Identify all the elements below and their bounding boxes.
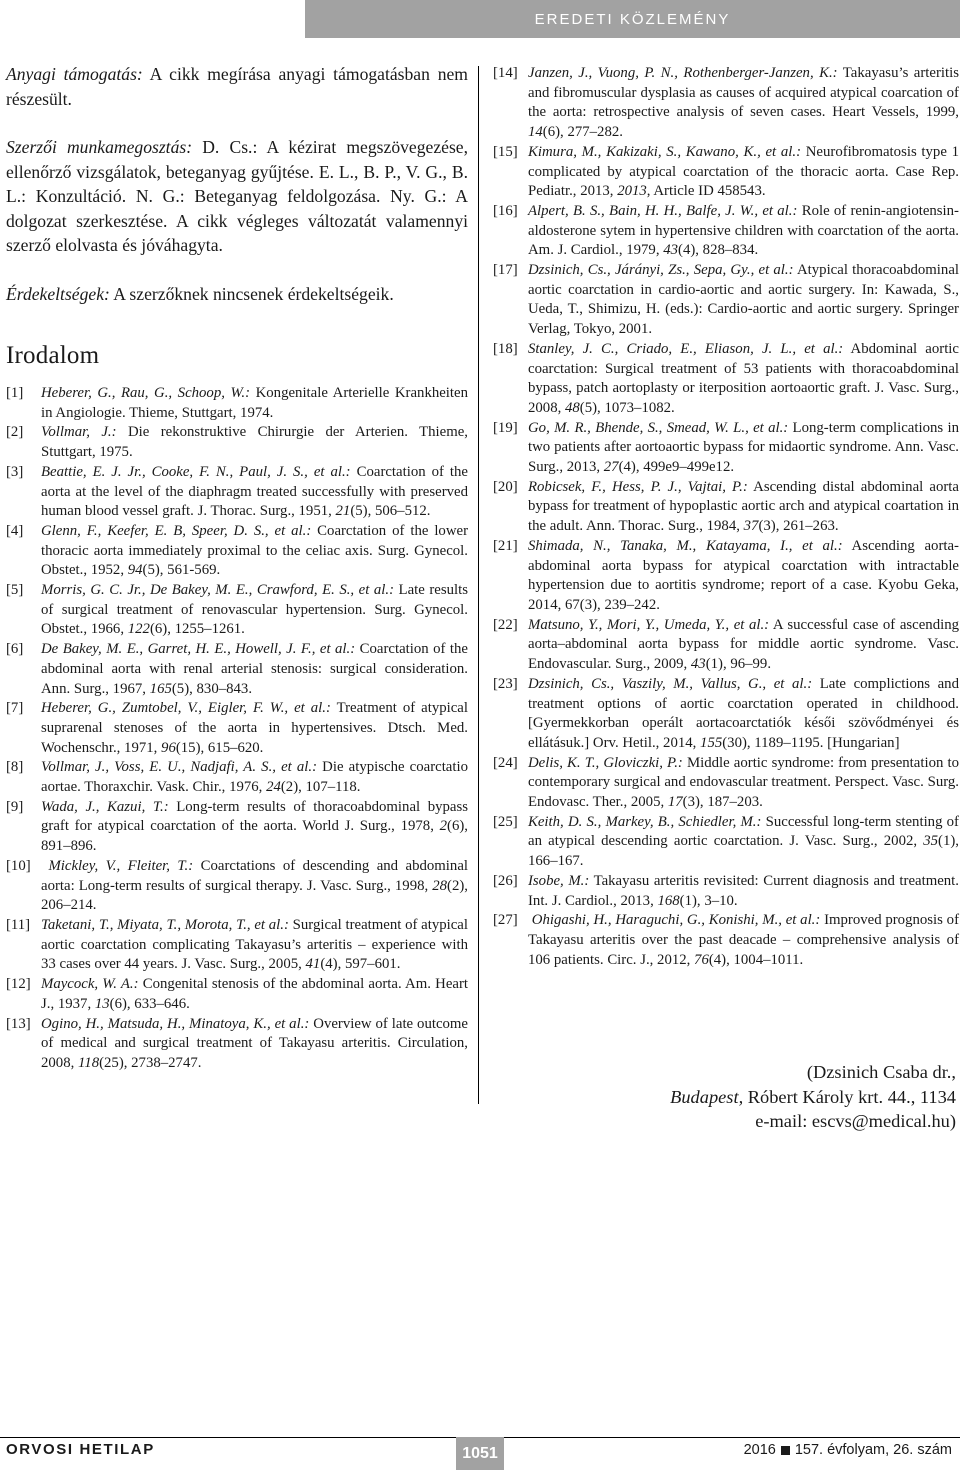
reference-authors: Alpert, B. S., Bain, H. H., Balfe, J. W., et al.: bbox=[528, 202, 798, 219]
reference-pages: (6), 891–896. bbox=[41, 818, 468, 855]
reference-authors: Heberer, G., Zumtobel, V., Eigler, F. W., et al.: bbox=[41, 700, 331, 717]
reference-volume: 155 bbox=[700, 734, 723, 751]
reference-pages: (5), 830–843. bbox=[171, 680, 253, 697]
reference-number: [8] bbox=[6, 759, 24, 776]
reference-item bbox=[6, 581, 468, 640]
reference-pages: (4), 597–601. bbox=[320, 956, 401, 973]
page-number: 1051 bbox=[456, 1437, 504, 1470]
reference-pages: (4), 1004–1011. bbox=[708, 951, 804, 968]
reference-authors: Matsuno, Y., Mori, Y., Umeda, Y., et al.: bbox=[528, 616, 770, 633]
reference-volume: 96 bbox=[161, 739, 176, 756]
reference-text: Ascending aorta-abdominal aorta bypass for atypical coarctation with intractable hypertension due to aortitis syndrome; report of a case. Kyobu Geka, 2014, 67(3), 239–242. bbox=[528, 537, 959, 613]
reference-item bbox=[493, 911, 959, 970]
reference-text: Improved prognosis of Takayasu arteritis over the past deacade – comprehensive analysis of 106 patients. Circ. J., 2012, bbox=[528, 912, 959, 968]
reference-volume: 21 bbox=[335, 503, 351, 520]
reference-item bbox=[493, 478, 959, 537]
reference-authors: Beattie, E. J. Jr., Cooke, F. N., Paul, J. S., et al.: bbox=[41, 463, 351, 480]
reference-item bbox=[6, 699, 468, 758]
reference-volume: 43 bbox=[690, 656, 706, 673]
reference-item bbox=[493, 616, 959, 675]
funding-text: A cikk megírása anyagi támogatásban nem részesült. bbox=[6, 64, 468, 109]
reference-authors: Dzsinich, Cs., Járányi, Zs., Sepa, Gy., et al.: bbox=[528, 262, 794, 279]
reference-item bbox=[493, 754, 959, 813]
footer-year: 2016 bbox=[743, 1442, 776, 1458]
reference-pages: (6), 277–282. bbox=[542, 124, 623, 141]
reference-volume: 122 bbox=[127, 621, 150, 638]
reference-text: Takayasu’s arteritis and fibromuscular dysplasia as causes of acquired atypical coarcation of the aorta: retrospective analysis of seven cases. Heart Vessels, 1999, bbox=[528, 65, 959, 121]
reference-number: [20] bbox=[493, 478, 518, 495]
funding-label: Anyagi támogatás: bbox=[6, 64, 143, 84]
reference-number: [22] bbox=[493, 616, 518, 633]
reference-authors: Go, M. R., Bhende, S., Smead, W. L., et al.: bbox=[528, 419, 789, 436]
reference-number: [23] bbox=[493, 675, 518, 692]
contribution-text: D. Cs.: A kézirat megszövegezése, ellenőrző vizsgálatok, beteganyag gyűjtése. E. L., B. P., V. G., B. L.: Konzultáció. N. G.: Beteganyag feldolgozása. Ny. G.: A dolgozat szerkesztése. A cikk végleges változatát valamennyi szerző elolvasta és jóváhagyta. bbox=[6, 137, 469, 255]
reference-number: [25] bbox=[493, 813, 518, 830]
reference-pages: (15), 615–620. bbox=[175, 739, 264, 756]
conflict-text: A szerzőknek nincsenek érdekeltségeik. bbox=[109, 283, 394, 304]
reference-pages: (2), 107–118. bbox=[280, 779, 361, 796]
left-column bbox=[6, 62, 468, 1074]
reference-item bbox=[6, 423, 468, 462]
reference-pages: (1), 96–99. bbox=[705, 656, 772, 673]
reference-number: [24] bbox=[493, 754, 518, 771]
reference-authors: Isobe, M.: bbox=[528, 872, 590, 889]
reference-authors: Shimada, N., Tanaka, M., Katayama, I., et al.: bbox=[528, 537, 843, 554]
reference-item bbox=[493, 202, 959, 261]
reference-volume: 118 bbox=[78, 1054, 100, 1071]
reference-pages: (3), 187–203. bbox=[682, 794, 763, 811]
reference-item bbox=[6, 463, 468, 522]
footer-journal-name: ORVOSI HETILAP bbox=[6, 1441, 155, 1458]
reference-number: [11] bbox=[6, 916, 31, 933]
reference-item bbox=[6, 798, 468, 857]
reference-authors: Maycock, W. A.: bbox=[41, 976, 139, 993]
reference-number: [16] bbox=[493, 202, 518, 219]
reference-item bbox=[493, 64, 959, 143]
references-heading: Irodalom bbox=[6, 342, 100, 369]
reference-text: Long-term complications in two patients after aortoaortic bypass for midaortic syndrome. Ann. Vasc. Surg., 2013, bbox=[528, 419, 959, 476]
column-divider bbox=[478, 66, 479, 1104]
conflict-label: Érdekeltségek: bbox=[6, 283, 110, 304]
reference-volume: 14 bbox=[528, 124, 543, 141]
reference-authors: Vollmar, J.: bbox=[41, 424, 117, 441]
reference-volume: 2013 bbox=[617, 183, 647, 200]
reference-item bbox=[6, 1015, 468, 1074]
section-banner bbox=[305, 0, 960, 38]
reference-number: [4] bbox=[6, 522, 24, 539]
contribution-label: Szerzői munkamegosztás: bbox=[6, 137, 193, 157]
reference-text: Congenital stenosis of the abdominal aorta. Am. Heart J., 1937, bbox=[41, 976, 468, 1012]
reference-authors: Robicsek, F., Hess, P. J., Vajtai, P.: bbox=[528, 478, 748, 495]
reference-item bbox=[6, 384, 468, 423]
reference-pages: (5), 506–512. bbox=[350, 503, 431, 520]
reference-text: Takayasu arteritis revisited: Current diagnosis and treatment. Int. J. Cardiol., 2013, bbox=[528, 872, 959, 909]
reference-item bbox=[493, 675, 959, 754]
reference-volume: 168 bbox=[657, 892, 680, 909]
reference-item bbox=[6, 758, 468, 797]
reference-text: Late results of surgical treatment of renovascular hypertension. Surg. Gynecol. Obstet., 1966, bbox=[41, 582, 468, 638]
reference-number: [15] bbox=[493, 143, 518, 160]
reference-item bbox=[493, 537, 959, 616]
reference-text: Kongenitale Arterielle Krankheiten in Angiologie. Thieme, Stuttgart, 1974. bbox=[41, 385, 468, 421]
reference-volume: 165 bbox=[149, 680, 172, 697]
reference-text: Die rekonstruktive Chirurgie der Arterien. Thieme, Stuttgart, 1975. bbox=[41, 424, 468, 461]
reference-pages: (1), 166–167. bbox=[528, 833, 959, 870]
reference-text: Coarctation of the aorta at the level of the diaphragm treated successfully with preserved human blood vessel graft. J. Thorac. Surg., 1951, bbox=[41, 463, 469, 520]
reference-authors: Heberer, G., Rau, G., Schoop, W.: bbox=[41, 385, 251, 401]
reference-authors: Keith, D. S., Markey, B., Schiedler, M.: bbox=[528, 813, 762, 830]
reference-authors: Morris, G. C. Jr., De Bakey, M. E., Crawford, E. S., et al.: bbox=[41, 582, 395, 599]
reference-pages: (5), 561-569. bbox=[142, 562, 221, 579]
reference-text: Overview of late outcome of medical and surgical treatment of Takayasu arteritis. Circulation, 2008, bbox=[41, 1015, 469, 1071]
reference-text: Successful long-term stenting of an atypical descending aortic coarctation. J. Vasc. Surg., 2002, bbox=[528, 813, 959, 850]
reference-number: [6] bbox=[6, 641, 24, 658]
reference-pages: (1), 3–10. bbox=[679, 892, 738, 909]
reference-number: [27] bbox=[493, 912, 518, 929]
reference-authors: Glenn, F., Keefer, E. B, Speer, D. S., et al.: bbox=[41, 522, 312, 539]
reference-number: [14] bbox=[493, 65, 518, 81]
reference-authors: Kimura, M., Kakizaki, S., Kawano, K., et al.: bbox=[528, 143, 802, 160]
reference-text: Late complictions and treatment options of aortic coarctation operated in childhood. [Gyermekkorban operált aortacoarctatiók késői szövődményei és ellátásuk.] Orv. Hetil., 2014, bbox=[528, 675, 959, 751]
reference-text: Coarctation of the lower thoracic aorta immediately proximal to the celiac axis. Surg. Gynecol. Obstet., 1952, bbox=[41, 522, 469, 579]
reference-number: [21] bbox=[493, 537, 518, 554]
reference-number: [2] bbox=[6, 424, 24, 441]
reference-item bbox=[6, 975, 468, 1014]
reference-number: [17] bbox=[493, 262, 518, 279]
reference-text: Ascending distal abdominal aorta bypass for treatment of hypoplastic aortic arch and atypical coartation in the adult. Ann. Thorac. Surg., 1984, bbox=[528, 478, 959, 535]
reference-authors: Dzsinich, Cs., Vaszily, M., Vallus, G., et al.: bbox=[528, 675, 813, 692]
reference-number: [7] bbox=[6, 700, 24, 717]
reference-authors: Ogino, H., Matsuda, H., Minatoya, K., et al.: bbox=[41, 1015, 310, 1032]
reference-list-right bbox=[493, 64, 959, 970]
reference-text: A successful case of ascending aorta–abdominal aorta bypass for middle aortic syndrome. Vasc. Endovascular. Surg., 2009, bbox=[528, 616, 959, 673]
reference-pages: (4), 828–834. bbox=[678, 242, 759, 259]
reference-item bbox=[493, 419, 959, 478]
reference-volume: 35 bbox=[923, 833, 939, 850]
reference-pages: (25), 2738–2747. bbox=[99, 1054, 202, 1071]
reference-pages: , Article ID 458543. bbox=[646, 183, 766, 200]
reference-text: Abdominal aortic coarctation: Surgical treatment of 53 patients with thoracoabdominal bypass, patch aortoplasty or iterposition aortoaortic graft. J. Vasc. Surg., 2008, bbox=[528, 340, 959, 416]
reference-pages: (3), 261–263. bbox=[758, 518, 839, 535]
reference-number: [19] bbox=[493, 419, 518, 436]
reference-item bbox=[493, 340, 959, 419]
reference-volume: 27 bbox=[603, 459, 619, 476]
reference-number: [12] bbox=[6, 976, 31, 993]
reference-volume: 17 bbox=[667, 794, 683, 811]
address-street-line bbox=[670, 1085, 956, 1110]
reference-volume: 24 bbox=[266, 779, 281, 796]
reference-item bbox=[493, 143, 959, 202]
reference-text: Die atypische coarctatio aortae. Thoraxchir. Vask. Chir., 1976, bbox=[41, 759, 468, 796]
footer-issue bbox=[744, 1442, 952, 1458]
reference-item bbox=[493, 813, 959, 872]
right-column bbox=[493, 64, 959, 970]
reference-number: [13] bbox=[6, 1015, 31, 1032]
reference-authors: Delis, K. T., Gloviczki, P.: bbox=[528, 754, 683, 771]
square-bullet-icon bbox=[781, 1446, 790, 1455]
reference-item bbox=[493, 261, 959, 340]
reference-pages: (30), 1189–1195. [Hungarian] bbox=[722, 734, 900, 751]
reference-number: [18] bbox=[493, 340, 518, 357]
funding-statement bbox=[6, 62, 468, 111]
address-city: Budapest, bbox=[670, 1086, 744, 1107]
reference-authors: Stanley, J. C., Criado, E., Eliason, J. L., et al.: bbox=[528, 340, 844, 357]
reference-pages: (5), 1073–1082. bbox=[579, 399, 675, 416]
reference-text: Coarctation of the abdominal aorta with renal arterial stenosis: surgical consideration. Ann. Surg., 1967, bbox=[41, 641, 469, 697]
reference-authors: Taketani, T., Miyata, T., Morota, T., et al.: bbox=[41, 916, 289, 933]
reference-text: Atypical thoracoabdominal aortic coarctation in cardio-aortic and aortic surgery. In: Kawada, S., Ueda, T., Shimizu, H. (eds.): Cardio-aortic and aortic surgery. Springer Verlag, Tokyo, 2001. bbox=[528, 262, 959, 338]
reference-pages: (2), 206–214. bbox=[41, 877, 468, 914]
reference-authors: Mickley, V., Fleiter, T.: bbox=[41, 857, 194, 874]
reference-authors: De Bakey, M. E., Garret, H. E., Howell, J. F., et al.: bbox=[41, 641, 356, 658]
reference-authors: Wada, J., Kazui, T.: bbox=[41, 798, 169, 815]
reference-item bbox=[6, 640, 468, 699]
reference-text: Coarctations of descending and abdominal aorta: Long-term results of surgical therapy. J. Vasc. Surg., 1998, bbox=[41, 857, 468, 894]
reference-authors: Janzen, J., Vuong, P. N., Rothenberger-Janzen, K.: bbox=[528, 65, 838, 81]
conflict-statement bbox=[6, 282, 468, 307]
reference-volume: 76 bbox=[694, 951, 709, 968]
correspondence-address bbox=[670, 1060, 956, 1134]
reference-number: [10] bbox=[6, 857, 31, 874]
reference-authors: Vollmar, J., Voss, E. U., Nadjafi, A. S., et al.: bbox=[41, 759, 318, 776]
contribution-statement bbox=[6, 135, 468, 258]
reference-number: [26] bbox=[493, 872, 518, 889]
reference-text: Middle aortic syndrome: from presentation to contemporary surgical and endovascular treatment. Perspect. Vasc. Surg. Endovasc. Ther., 2005, bbox=[528, 754, 959, 811]
reference-volume: 43 bbox=[663, 242, 679, 259]
reference-volume: 37 bbox=[743, 518, 759, 535]
reference-item bbox=[6, 916, 468, 975]
reference-volume: 94 bbox=[127, 562, 143, 579]
address-street: Róbert Károly krt. 44., 1134 bbox=[743, 1086, 956, 1107]
reference-item bbox=[6, 522, 468, 581]
reference-volume: 41 bbox=[305, 956, 321, 973]
reference-volume: 28 bbox=[432, 877, 448, 894]
reference-number: [3] bbox=[6, 463, 24, 480]
reference-pages: (6), 633–646. bbox=[109, 995, 190, 1012]
reference-number: [5] bbox=[6, 582, 24, 599]
reference-text: Neurofibromatosis type 1 complicated by atypical coarctation of the thoracic aorta. Case Rep. Pediatr., 2013, bbox=[528, 143, 959, 200]
reference-pages: (4), 499e9–499e12. bbox=[618, 459, 735, 476]
reference-list-left bbox=[6, 384, 468, 1074]
reference-number: [9] bbox=[6, 798, 24, 815]
address-name: (Dzsinich Csaba dr., bbox=[806, 1062, 956, 1082]
footer-volume-issue: 157. évfolyam, 26. szám bbox=[794, 1442, 952, 1458]
reference-number: [1] bbox=[6, 385, 24, 401]
reference-text: Role of renin-angiotensin-aldosterone sytem in hypertensive children with coarctation of the aorta. Am. J. Cardiol., 1979, bbox=[528, 202, 959, 259]
section-title: EREDETI KÖZLEMÉNY bbox=[534, 10, 731, 28]
reference-volume: 13 bbox=[94, 995, 110, 1012]
reference-volume: 2 bbox=[439, 818, 448, 835]
reference-text: Treatment of atypical suprarenal stenoses of the aorta in hypertensives. Dtsch. Med. Wochenschr., 1971, bbox=[41, 700, 468, 756]
address-email: e-mail: escvs@medical.hu) bbox=[755, 1111, 956, 1131]
reference-text: Surgical treatment of atypical aortic coarctation complicating Takayasu’s arteritis – experience with 33 cases over 44 years. J. Vasc. Surg., 2005, bbox=[41, 916, 468, 973]
reference-item bbox=[6, 857, 468, 916]
reference-volume: 48 bbox=[565, 399, 580, 416]
reference-text: Long-term results of thoracoabdominal bypass graft for atypical coarctation of the aorta. World J. Surg., 1978, bbox=[41, 798, 469, 835]
reference-item bbox=[493, 872, 959, 911]
reference-pages: (6), 1255–1261. bbox=[149, 621, 245, 638]
reference-authors: Ohigashi, H., Haraguchi, G., Konishi, M., et al.: bbox=[528, 912, 821, 929]
